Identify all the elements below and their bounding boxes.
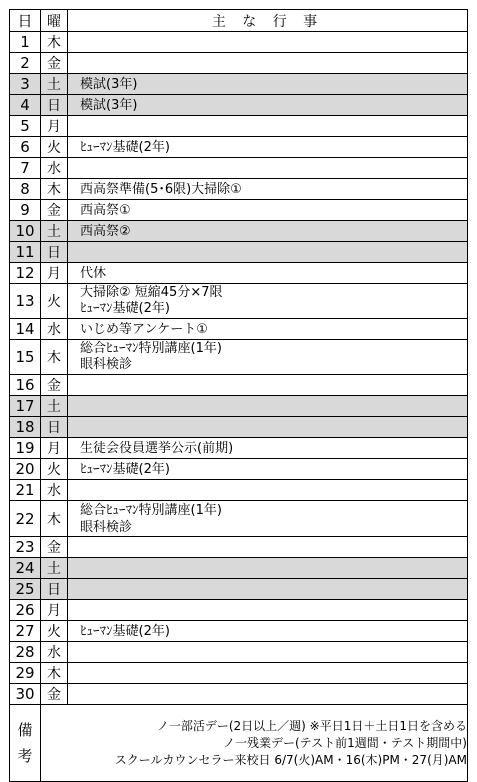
table-row xyxy=(10,137,468,158)
day-number: 17 xyxy=(10,396,41,417)
table-row xyxy=(10,459,468,480)
event-cell xyxy=(68,501,468,537)
day-number: 22 xyxy=(10,501,41,537)
day-number: 23 xyxy=(10,537,41,558)
event-cell xyxy=(68,459,468,480)
weekday: 日 xyxy=(41,579,68,600)
event-cell xyxy=(68,319,468,340)
table-row xyxy=(10,417,468,438)
day-number: 21 xyxy=(10,480,41,501)
event-cell xyxy=(68,642,468,663)
day-number: 5 xyxy=(10,116,41,137)
event-cell xyxy=(68,480,468,501)
weekday: 月 xyxy=(41,116,68,137)
day-number: 29 xyxy=(10,663,41,684)
event-cell xyxy=(68,438,468,459)
table-row xyxy=(10,263,468,284)
weekday: 水 xyxy=(41,158,68,179)
event-text: ﾋｭｰﾏﾝ基礎(2年) xyxy=(80,139,170,155)
event-cell xyxy=(68,74,468,95)
table-row xyxy=(10,158,468,179)
weekday: 水 xyxy=(41,319,68,340)
weekday: 土 xyxy=(41,396,68,417)
event-text: 総合ﾋｭｰﾏﾝ特別講座(1年) xyxy=(80,341,222,356)
day-number: 24 xyxy=(10,558,41,579)
table-row xyxy=(10,179,468,200)
weekday: 日 xyxy=(41,242,68,263)
remarks-label-char: 備 xyxy=(17,721,33,739)
table-row xyxy=(10,200,468,221)
event-cell xyxy=(68,417,468,438)
event-text: 代休 xyxy=(80,265,107,281)
weekday: 火 xyxy=(41,137,68,158)
weekday: 木 xyxy=(41,501,68,537)
event-text: 西高祭② xyxy=(80,223,131,239)
day-number: 15 xyxy=(10,340,41,375)
weekday: 木 xyxy=(41,340,68,375)
day-number: 4 xyxy=(10,95,41,116)
day-number: 20 xyxy=(10,459,41,480)
remarks-note: スクールカウンセラー来校日 6/7(火)AM・16(木)PM・27(月)AM xyxy=(114,752,467,767)
table-row xyxy=(10,663,468,684)
event-cell xyxy=(68,396,468,417)
remarks-note: ノ一残業デー(テスト前1週間・テスト期間中) xyxy=(222,735,467,750)
table-row xyxy=(10,221,468,242)
day-number: 25 xyxy=(10,579,41,600)
day-number: 7 xyxy=(10,158,41,179)
day-number: 26 xyxy=(10,600,41,621)
weekday: 月 xyxy=(41,438,68,459)
event-text: 模試(3年) xyxy=(80,76,138,92)
table-body xyxy=(10,10,468,782)
day-number: 16 xyxy=(10,375,41,396)
table-row xyxy=(10,579,468,600)
header-weekday: 曜 xyxy=(41,10,68,32)
day-number: 3 xyxy=(10,74,41,95)
event-text: いじめ等アンケート① xyxy=(80,321,208,337)
header-day: 日 xyxy=(10,10,41,32)
table-row xyxy=(10,537,468,558)
table-row xyxy=(10,438,468,459)
remarks-label-char: 考 xyxy=(17,747,33,765)
event-cell xyxy=(68,179,468,200)
weekday: 火 xyxy=(41,459,68,480)
table-row xyxy=(10,396,468,417)
day-number: 30 xyxy=(10,684,41,705)
day-number: 27 xyxy=(10,621,41,642)
event-cell xyxy=(68,200,468,221)
remarks-notes xyxy=(41,705,468,782)
day-number: 6 xyxy=(10,137,41,158)
weekday: 木 xyxy=(41,179,68,200)
event-text: ﾋｭｰﾏﾝ基礎(2年) xyxy=(80,301,170,316)
weekday: 日 xyxy=(41,417,68,438)
table-row xyxy=(10,480,468,501)
table-row xyxy=(10,95,468,116)
day-number: 14 xyxy=(10,319,41,340)
event-cell xyxy=(68,263,468,284)
weekday: 金 xyxy=(41,375,68,396)
table-row xyxy=(10,116,468,137)
day-number: 8 xyxy=(10,179,41,200)
weekday: 金 xyxy=(41,684,68,705)
event-text: 総合ﾋｭｰﾏﾝ特別講座(1年) xyxy=(80,502,222,518)
monthly-events-table xyxy=(9,9,468,782)
event-text: 眼科検診 xyxy=(80,357,133,372)
table-row xyxy=(10,340,468,375)
event-cell xyxy=(68,375,468,396)
weekday: 火 xyxy=(41,284,68,319)
table-row xyxy=(10,319,468,340)
event-cell xyxy=(68,663,468,684)
table-row xyxy=(10,74,468,95)
event-text: ﾋｭｰﾏﾝ基礎(2年) xyxy=(80,623,170,639)
event-cell xyxy=(68,600,468,621)
event-cell xyxy=(68,579,468,600)
day-number: 11 xyxy=(10,242,41,263)
event-text: 眼科検診 xyxy=(80,519,133,535)
event-cell xyxy=(68,95,468,116)
weekday: 金 xyxy=(41,537,68,558)
table-row xyxy=(10,375,468,396)
weekday: 木 xyxy=(41,32,68,53)
event-cell xyxy=(68,32,468,53)
day-number: 2 xyxy=(10,53,41,74)
event-cell xyxy=(68,158,468,179)
weekday: 金 xyxy=(41,53,68,74)
event-cell xyxy=(68,116,468,137)
weekday: 月 xyxy=(41,600,68,621)
event-text: 西高祭① xyxy=(80,202,131,218)
table-row xyxy=(10,242,468,263)
event-cell xyxy=(68,340,468,375)
weekday: 水 xyxy=(41,642,68,663)
weekday: 火 xyxy=(41,621,68,642)
table-row xyxy=(10,53,468,74)
event-cell xyxy=(68,684,468,705)
table-row xyxy=(10,501,468,537)
event-text: ﾋｭｰﾏﾝ基礎(2年) xyxy=(80,461,170,477)
table-row xyxy=(10,642,468,663)
table-row xyxy=(10,32,468,53)
weekday: 月 xyxy=(41,263,68,284)
header-row xyxy=(10,10,468,32)
day-number: 19 xyxy=(10,438,41,459)
table-row xyxy=(10,600,468,621)
event-cell xyxy=(68,53,468,74)
table-row xyxy=(10,558,468,579)
weekday: 金 xyxy=(41,200,68,221)
day-number: 9 xyxy=(10,200,41,221)
event-cell xyxy=(68,621,468,642)
weekday: 土 xyxy=(41,558,68,579)
weekday: 土 xyxy=(41,221,68,242)
weekday: 日 xyxy=(41,95,68,116)
remarks-label xyxy=(10,705,41,782)
event-text: 生徒会役員選挙公示(前期) xyxy=(80,440,234,456)
day-number: 13 xyxy=(10,284,41,319)
event-cell xyxy=(68,558,468,579)
event-cell xyxy=(68,242,468,263)
day-number: 1 xyxy=(10,32,41,53)
event-cell xyxy=(68,221,468,242)
event-text: 西高祭準備(5･6限)大掃除① xyxy=(80,181,242,197)
table-row xyxy=(10,684,468,705)
weekday: 水 xyxy=(41,480,68,501)
day-number: 18 xyxy=(10,417,41,438)
table-row xyxy=(10,284,468,319)
remarks-note: ノ一部活デー(2日以上／週) ※平日1日＋土日1日を含める xyxy=(156,718,467,733)
weekday: 土 xyxy=(41,74,68,95)
day-number: 10 xyxy=(10,221,41,242)
header-events: 主 な 行 事 xyxy=(68,10,468,32)
event-text: 大掃除② 短縮45分×7限 xyxy=(80,285,223,300)
day-number: 28 xyxy=(10,642,41,663)
remarks-row xyxy=(10,705,468,782)
event-cell xyxy=(68,284,468,319)
event-text: 模試(3年) xyxy=(80,97,138,113)
table-row xyxy=(10,621,468,642)
day-number: 12 xyxy=(10,263,41,284)
event-cell xyxy=(68,537,468,558)
weekday: 木 xyxy=(41,663,68,684)
event-cell xyxy=(68,137,468,158)
